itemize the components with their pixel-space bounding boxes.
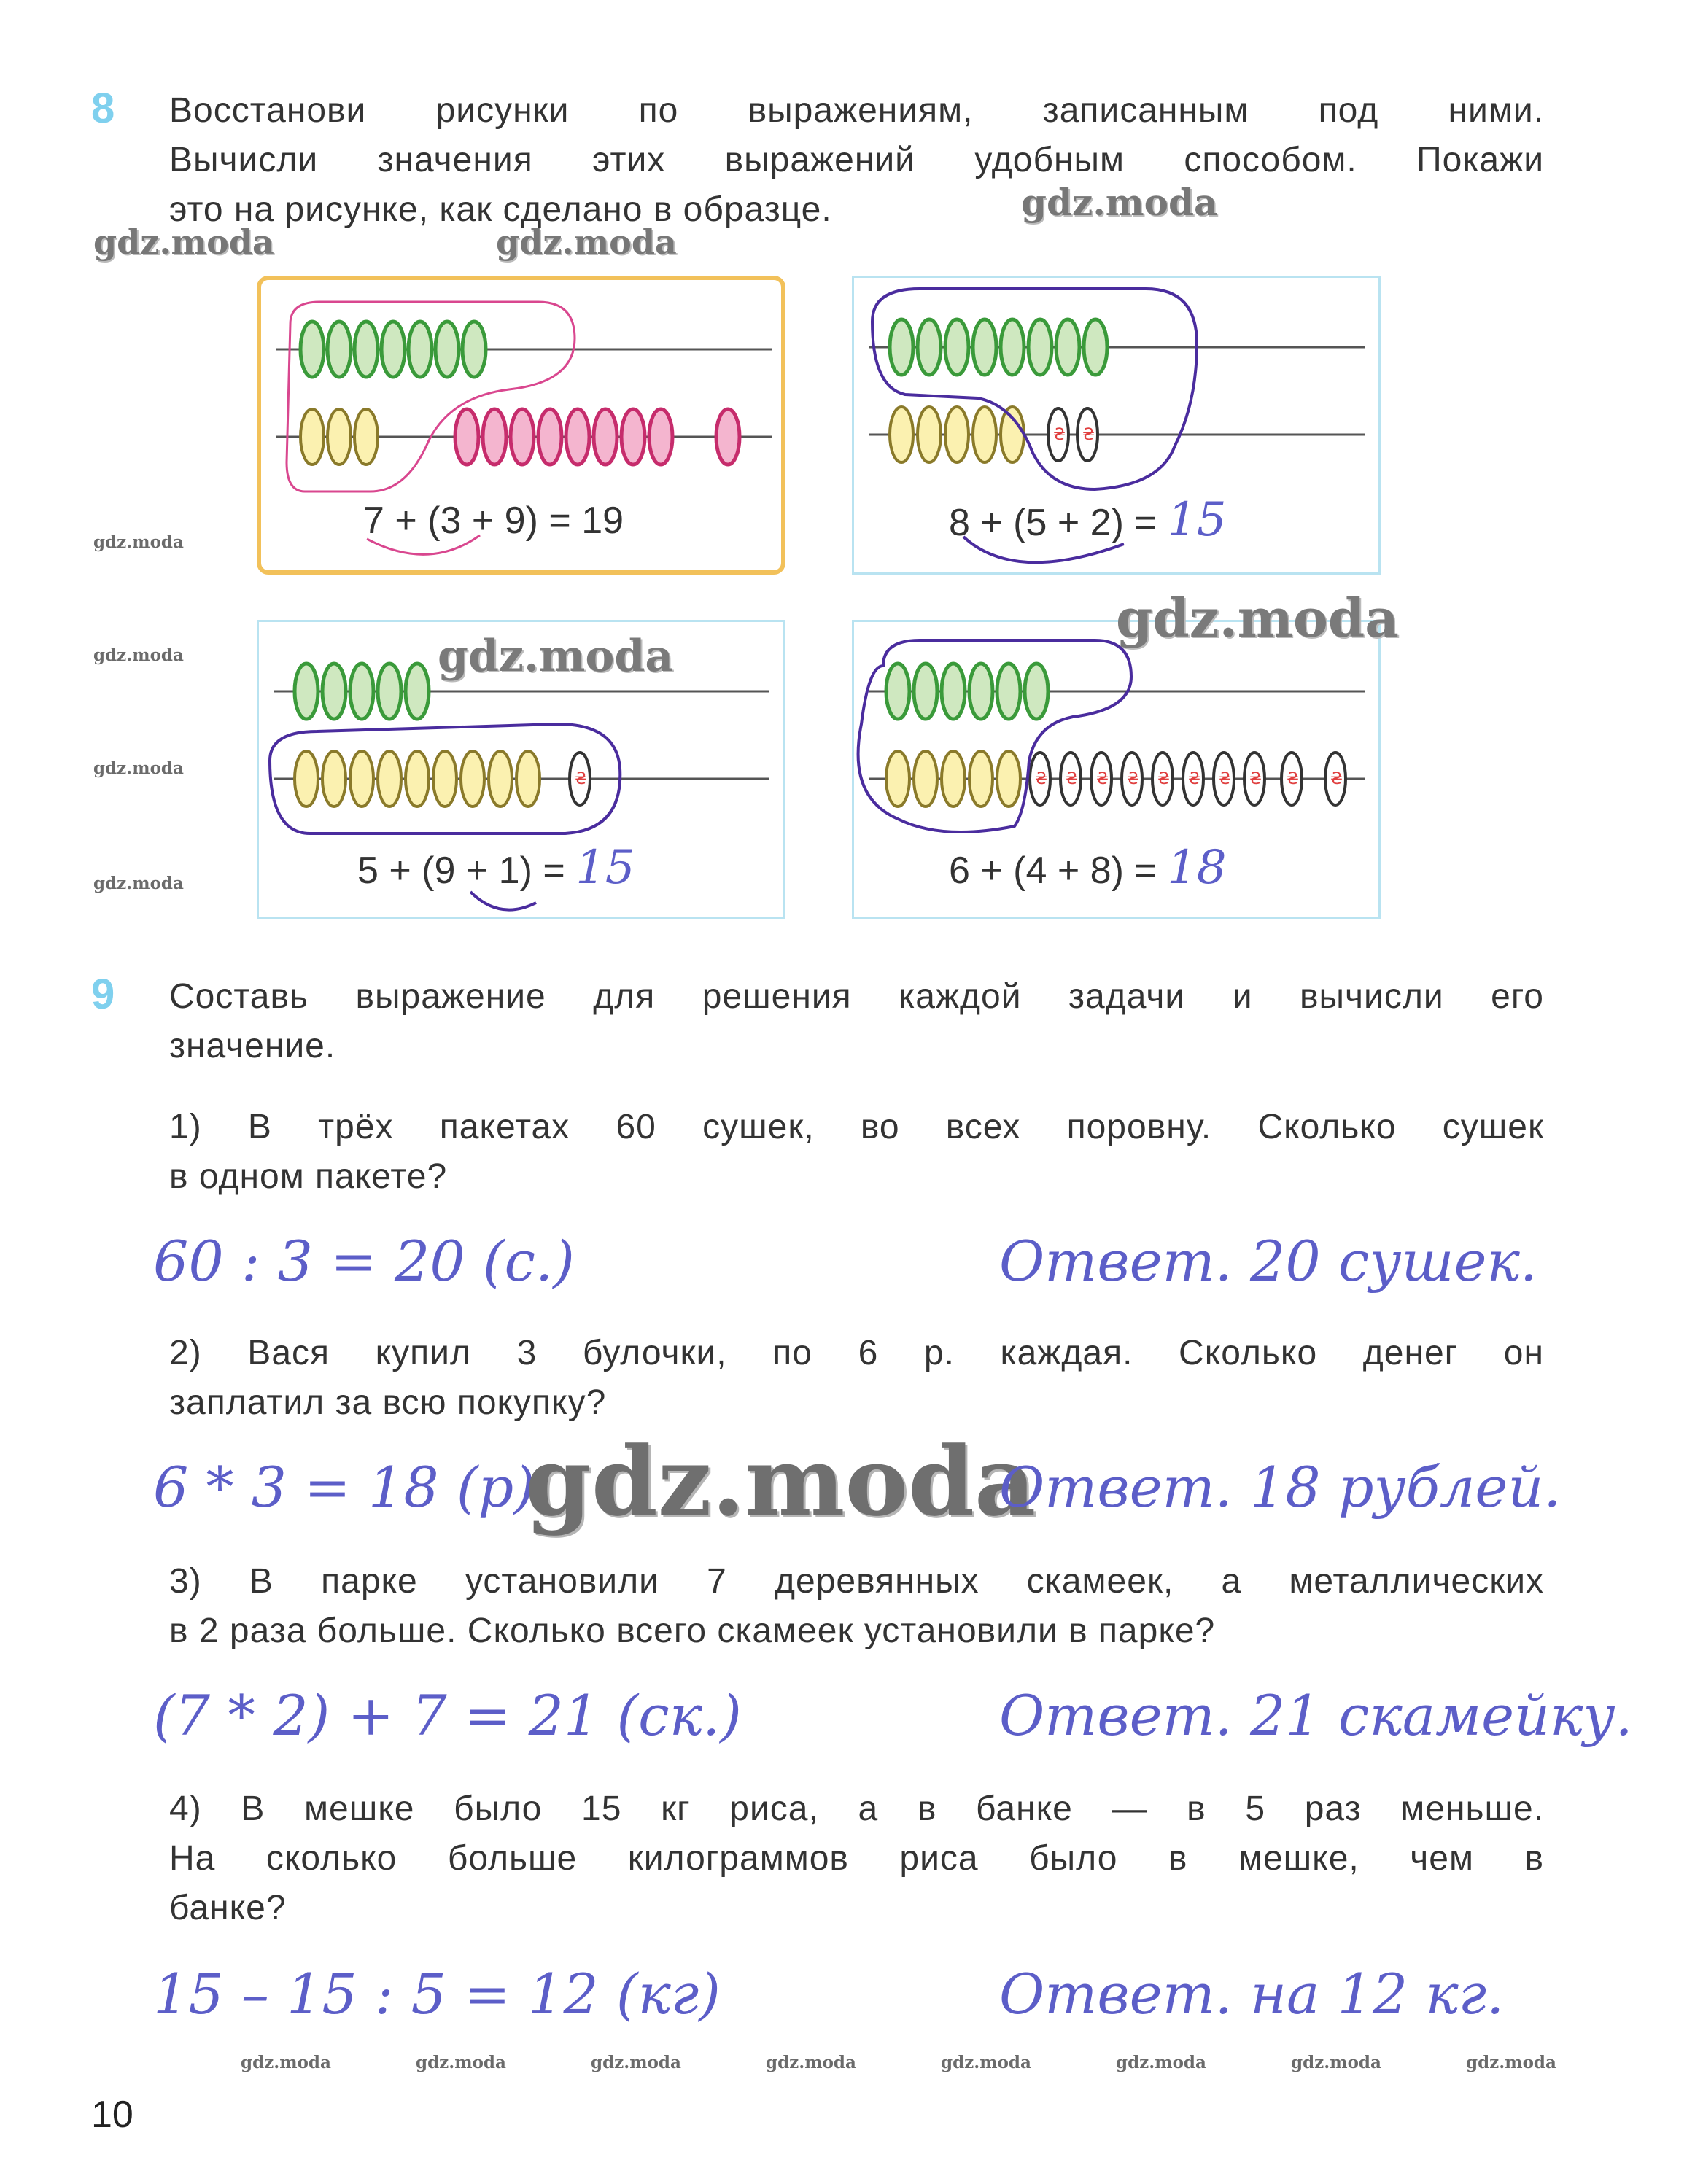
problem-2-line-1: 2) Вася купил 3 булочки, по 6 р. каждая. Сколько денег он bbox=[169, 1334, 1544, 1372]
expression-text: 7 + (3 + 9) = bbox=[363, 500, 582, 542]
svg-text:₴: ₴ bbox=[1249, 770, 1262, 788]
watermark: gdz.moda bbox=[1291, 2053, 1381, 2072]
task-9-line-1: Составь выражение для решения каждой задачи и вычисли его bbox=[169, 977, 1544, 1016]
watermark: gdz.moda bbox=[766, 2053, 856, 2072]
svg-text:₴: ₴ bbox=[1287, 770, 1300, 788]
watermark: gdz.moda bbox=[1116, 587, 1399, 649]
watermark: gdz.moda bbox=[93, 874, 184, 893]
expression-text: 6 + (4 + 8) = bbox=[949, 850, 1168, 892]
expression-4 bbox=[949, 841, 1227, 895]
problem-3-answer: Ответ. 21 скамейку. bbox=[999, 1683, 1633, 1748]
problem-1-line-1: 1) В трёх пакетах 60 сушек, во всех поровну. Сколько сушек bbox=[169, 1108, 1544, 1146]
page-number: 10 bbox=[91, 2094, 133, 2136]
svg-text:₴: ₴ bbox=[1188, 770, 1201, 788]
expression-2 bbox=[949, 493, 1227, 547]
watermark: gdz.moda bbox=[93, 532, 184, 552]
problem-3-line-2: в 2 раза больше. Сколько всего скамеек установили в парке? bbox=[169, 1612, 1216, 1650]
svg-text:₴: ₴ bbox=[1219, 770, 1232, 788]
watermark: gdz.moda bbox=[525, 1426, 1036, 1537]
watermark: gdz.moda bbox=[1021, 181, 1218, 224]
svg-text:₴: ₴ bbox=[1330, 770, 1343, 788]
watermark: gdz.moda bbox=[93, 645, 184, 665]
problem-1-answer: Ответ. 20 сушек. bbox=[999, 1229, 1537, 1294]
watermark: gdz.moda bbox=[93, 222, 274, 262]
problem-2-answer: Ответ. 18 рублей. bbox=[999, 1455, 1562, 1520]
watermark: gdz.moda bbox=[941, 2053, 1031, 2072]
svg-text:₴: ₴ bbox=[575, 770, 588, 788]
watermark: gdz.moda bbox=[496, 222, 677, 262]
expression-3 bbox=[357, 841, 635, 895]
problem-4-line-2: На сколько больше килограммов риса было в мешке, чем в bbox=[169, 1839, 1544, 1878]
task-8-line-3: это на рисунке, как сделано в образце. bbox=[169, 190, 832, 229]
expression-answer: 15 bbox=[575, 841, 635, 895]
problem-3-solution: (7 * 2) + 7 = 21 (ск.) bbox=[153, 1683, 742, 1748]
watermark: gdz.moda bbox=[241, 2053, 331, 2072]
expression-answer: 19 bbox=[581, 500, 624, 542]
problem-4-solution: 15 – 15 : 5 = 12 (кг) bbox=[153, 1962, 721, 2026]
watermark: gdz.moda bbox=[93, 758, 184, 778]
abacus-panel-sample bbox=[257, 276, 785, 575]
task-9-line-2: значение. bbox=[169, 1027, 336, 1065]
expression-text: 5 + (9 + 1) = bbox=[357, 850, 576, 892]
problem-1-solution: 60 : 3 = 20 (с.) bbox=[153, 1229, 575, 1294]
expression-sample bbox=[363, 499, 624, 543]
watermark: gdz.moda bbox=[591, 2053, 681, 2072]
expression-answer: 18 bbox=[1167, 841, 1227, 895]
watermark: gdz.moda bbox=[1466, 2053, 1556, 2072]
task-8-line-1: Восстанови рисунки по выражениям, записанным под ними. bbox=[169, 91, 1544, 130]
problem-4-answer: Ответ. на 12 кг. bbox=[999, 1962, 1505, 2026]
watermark: gdz.moda bbox=[416, 2053, 506, 2072]
svg-text:₴: ₴ bbox=[1127, 770, 1140, 788]
svg-text:₴: ₴ bbox=[1035, 770, 1048, 788]
problem-2-solution: 6 * 3 = 18 (р) bbox=[153, 1455, 535, 1520]
abacus-panel-4 bbox=[852, 620, 1381, 919]
svg-text:₴: ₴ bbox=[1066, 770, 1079, 788]
task-8-line-2: Вычисли значения этих выражений удобным способом. Покажи bbox=[169, 141, 1544, 179]
svg-text:₴: ₴ bbox=[1157, 770, 1171, 788]
svg-text:₴: ₴ bbox=[1096, 770, 1109, 788]
problem-3-line-1: 3) В парке установили 7 деревянных скамеек, а металлических bbox=[169, 1562, 1544, 1601]
expression-answer: 15 bbox=[1167, 493, 1227, 547]
expression-text: 8 + (5 + 2) = bbox=[949, 502, 1168, 544]
problem-2-line-2: заплатил за всю покупку? bbox=[169, 1383, 607, 1422]
problem-4-line-1: 4) В мешке было 15 кг риса, а в банке — в 5 раз меньше. bbox=[169, 1789, 1544, 1828]
task-8-number: 8 bbox=[91, 85, 115, 132]
svg-text:₴: ₴ bbox=[1053, 426, 1066, 444]
problem-1-line-2: в одном пакете? bbox=[169, 1157, 448, 1196]
watermark: gdz.moda bbox=[438, 631, 674, 682]
svg-text:₴: ₴ bbox=[1082, 426, 1095, 444]
watermark: gdz.moda bbox=[1116, 2053, 1206, 2072]
abacus-panel-2 bbox=[852, 276, 1381, 575]
task-9-number: 9 bbox=[91, 971, 115, 1018]
problem-4-line-3: банке? bbox=[169, 1889, 287, 1927]
